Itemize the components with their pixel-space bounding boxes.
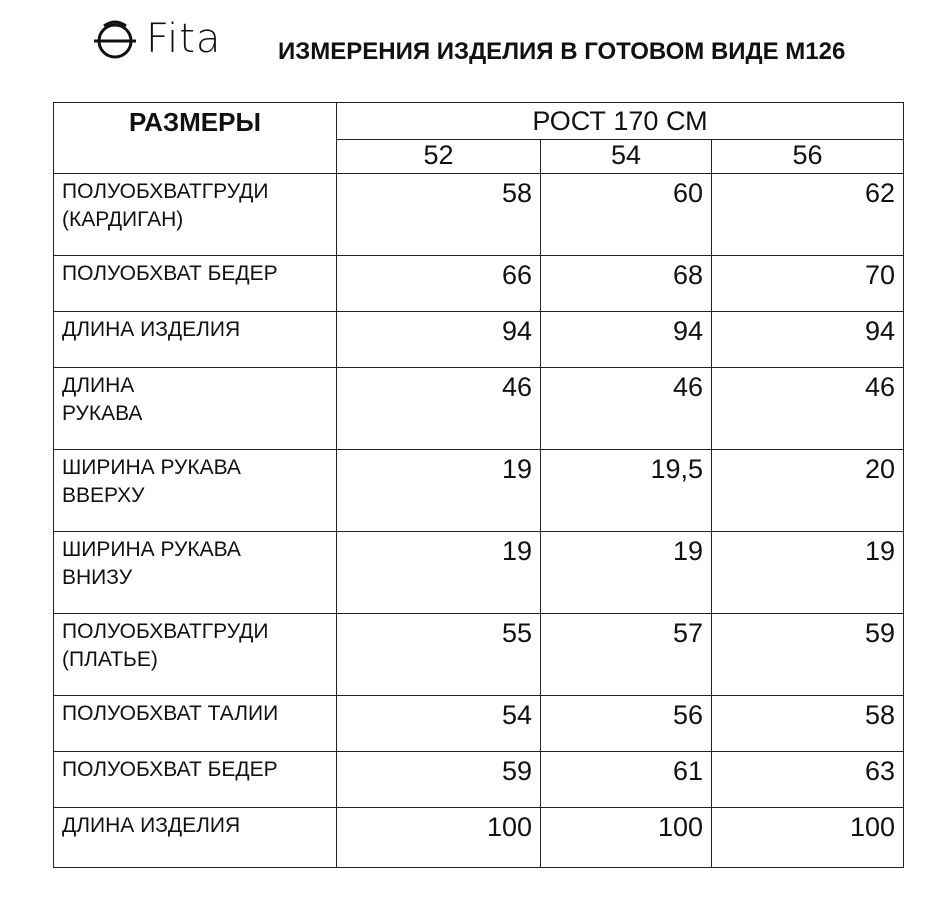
corner-header: РАЗМЕРЫ [54, 103, 337, 174]
value-cell: 19 [337, 450, 541, 532]
row-label-line: РУКАВА [62, 402, 143, 425]
row-label-line: ДЛИНА ИЗДЕЛИЯ [62, 318, 241, 341]
value-cell: 46 [541, 368, 712, 450]
table-row [54, 808, 904, 868]
row-label [54, 614, 337, 696]
table-row [54, 752, 904, 808]
row-label [54, 312, 337, 368]
row-label [54, 256, 337, 312]
measurements-table [53, 102, 904, 868]
row-label [54, 808, 337, 868]
row-label-line: ШИРИНА РУКАВА [62, 538, 241, 561]
theta-circle-icon [92, 16, 138, 62]
value-cell: 62 [712, 174, 904, 256]
row-label-line: ШИРИНА РУКАВА [62, 456, 241, 479]
value-cell: 66 [337, 256, 541, 312]
value-cell: 54 [337, 696, 541, 752]
table-row [54, 532, 904, 614]
value-cell: 100 [541, 808, 712, 868]
row-label [54, 752, 337, 808]
table-row [54, 256, 904, 312]
table-row [54, 312, 904, 368]
row-label-line: ДЛИНА ИЗДЕЛИЯ [62, 814, 241, 837]
table-row [54, 368, 904, 450]
value-cell: 94 [712, 312, 904, 368]
value-cell: 19 [337, 532, 541, 614]
value-cell: 56 [541, 696, 712, 752]
row-label-word: ПОЛУОБХВАТ [62, 620, 202, 643]
row-label-word: ПОЛУОБХВАТ [62, 180, 202, 203]
row-label-line: ВНИЗУ [62, 566, 133, 589]
value-cell: 58 [337, 174, 541, 256]
row-label-line [62, 178, 330, 206]
value-cell: 94 [337, 312, 541, 368]
row-label-word: ГРУДИ [201, 620, 269, 643]
row-label [54, 450, 337, 532]
row-label-line: ПОЛУОБХВАТ ТАЛИИ [62, 702, 279, 725]
row-label-line: (ПЛАТЬЕ) [62, 648, 158, 671]
value-cell: 68 [541, 256, 712, 312]
size-header: 52 [337, 140, 541, 174]
table-row [54, 450, 904, 532]
value-cell: 63 [712, 752, 904, 808]
row-label-line: ПОЛУОБХВАТ БЕДЕР [62, 262, 278, 285]
row-label [54, 696, 337, 752]
row-label [54, 532, 337, 614]
size-header: 54 [541, 140, 712, 174]
table-row [54, 174, 904, 256]
row-label [54, 368, 337, 450]
size-header: 56 [712, 140, 904, 174]
value-cell: 100 [712, 808, 904, 868]
value-cell: 57 [541, 614, 712, 696]
value-cell: 19 [541, 532, 712, 614]
value-cell: 20 [712, 450, 904, 532]
row-label-line: (КАРДИГАН) [62, 208, 184, 231]
value-cell: 100 [337, 808, 541, 868]
row-label-line: ВВЕРХУ [62, 484, 145, 507]
value-cell: 94 [541, 312, 712, 368]
value-cell: 61 [541, 752, 712, 808]
value-cell: 19,5 [541, 450, 712, 532]
height-header: РОСТ 170 СМ [337, 103, 904, 140]
value-cell: 58 [712, 696, 904, 752]
row-label-line: ДЛИНА [62, 374, 135, 397]
table-row [54, 696, 904, 752]
brand-logo [92, 14, 221, 64]
value-cell: 70 [712, 256, 904, 312]
value-cell: 59 [712, 614, 904, 696]
value-cell: 46 [712, 368, 904, 450]
value-cell: 46 [337, 368, 541, 450]
row-label-line [62, 618, 330, 646]
row-label-line: ПОЛУОБХВАТ БЕДЕР [62, 758, 278, 781]
value-cell: 60 [541, 174, 712, 256]
row-label-word: ГРУДИ [201, 180, 269, 203]
logo-text: Fita [146, 16, 222, 62]
value-cell: 55 [337, 614, 541, 696]
row-label [54, 174, 337, 256]
page-title: ИЗМЕРЕНИЯ ИЗДЕЛИЯ В ГОТОВОМ ВИДЕ М126 [278, 38, 846, 65]
value-cell: 59 [337, 752, 541, 808]
value-cell: 19 [712, 532, 904, 614]
table-row [54, 614, 904, 696]
